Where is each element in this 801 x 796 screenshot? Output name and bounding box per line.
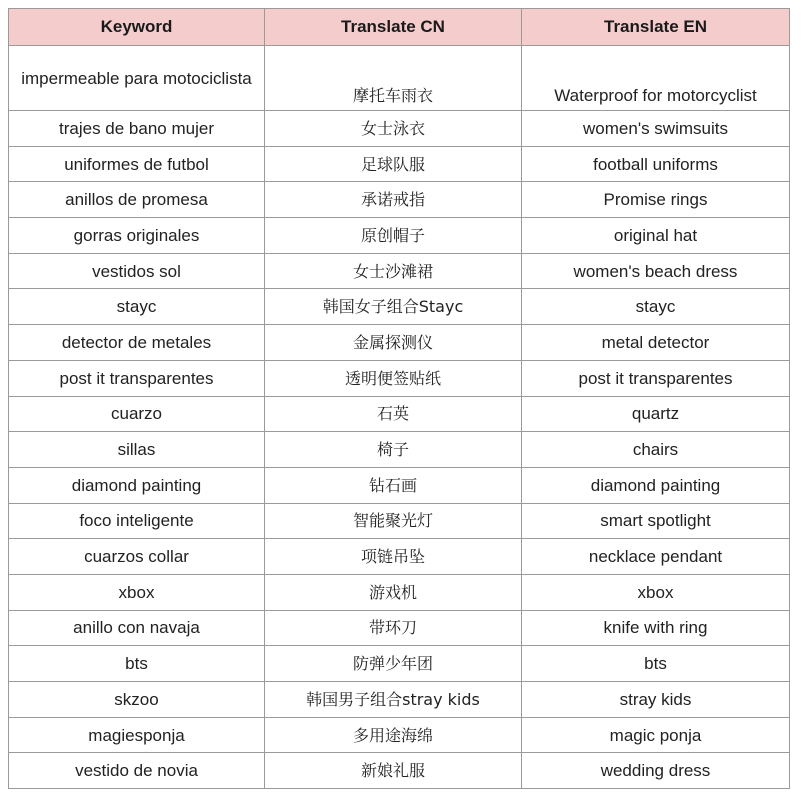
cell-translate-cn[interactable]: 承诺戒指 (265, 182, 522, 218)
cell-keyword[interactable]: cuarzos collar (9, 539, 265, 575)
cell-keyword[interactable]: post it transparentes (9, 360, 265, 396)
cell-translate-cn[interactable]: 女士沙滩裙 (265, 253, 522, 289)
header-translate-en[interactable]: Translate EN (522, 9, 790, 46)
cell-translate-cn[interactable]: 椅子 (265, 432, 522, 468)
cell-translate-cn[interactable]: 摩托车雨衣 (265, 46, 522, 111)
cell-translate-en[interactable]: quartz (522, 396, 790, 432)
cell-translate-cn[interactable]: 游戏机 (265, 574, 522, 610)
cell-translate-cn[interactable]: 智能聚光灯 (265, 503, 522, 539)
cell-translate-cn[interactable]: 石英 (265, 396, 522, 432)
cell-translate-en[interactable]: women's beach dress (522, 253, 790, 289)
table-row (9, 46, 790, 111)
cell-keyword[interactable]: bts (9, 646, 265, 682)
cell-keyword[interactable]: diamond painting (9, 467, 265, 503)
table-row (9, 325, 790, 361)
cell-translate-en[interactable]: bts (522, 646, 790, 682)
cell-translate-en[interactable]: stray kids (522, 682, 790, 718)
header-keyword[interactable]: Keyword (9, 9, 265, 46)
cell-translate-cn[interactable]: 透明便签贴纸 (265, 360, 522, 396)
table-row (9, 682, 790, 718)
cell-translate-en[interactable]: necklace pendant (522, 539, 790, 575)
cell-translate-en[interactable]: magic ponja (522, 717, 790, 753)
cell-translate-cn[interactable]: 原创帽子 (265, 218, 522, 254)
table-row (9, 146, 790, 182)
table-row (9, 539, 790, 575)
cell-translate-cn[interactable]: 新娘礼服 (265, 753, 522, 789)
cell-translate-en[interactable]: xbox (522, 574, 790, 610)
cell-keyword[interactable]: detector de metales (9, 325, 265, 361)
table-body (9, 46, 790, 789)
cell-keyword[interactable]: anillo con navaja (9, 610, 265, 646)
table-row (9, 646, 790, 682)
cell-translate-en[interactable]: stayc (522, 289, 790, 325)
cell-translate-cn[interactable]: 带环刀 (265, 610, 522, 646)
cell-translate-en[interactable]: chairs (522, 432, 790, 468)
table-row (9, 182, 790, 218)
table-row (9, 111, 790, 147)
table-row (9, 610, 790, 646)
table-row (9, 717, 790, 753)
cell-translate-cn[interactable]: 防弹少年团 (265, 646, 522, 682)
cell-translate-cn[interactable]: 韩国女子组合Stayc (265, 289, 522, 325)
cell-translate-en[interactable]: women's swimsuits (522, 111, 790, 147)
cell-keyword[interactable]: anillos de promesa (9, 182, 265, 218)
header-row (9, 9, 790, 46)
table-row (9, 467, 790, 503)
cell-keyword[interactable]: sillas (9, 432, 265, 468)
cell-translate-en[interactable]: wedding dress (522, 753, 790, 789)
cell-keyword[interactable]: xbox (9, 574, 265, 610)
cell-keyword[interactable]: stayc (9, 289, 265, 325)
cell-keyword[interactable]: uniformes de futbol (9, 146, 265, 182)
cell-keyword[interactable]: foco inteligente (9, 503, 265, 539)
table-row (9, 360, 790, 396)
table-row (9, 503, 790, 539)
table-row (9, 753, 790, 789)
table-row (9, 289, 790, 325)
cell-keyword[interactable]: cuarzo (9, 396, 265, 432)
table-row (9, 432, 790, 468)
cell-translate-en[interactable]: football uniforms (522, 146, 790, 182)
cell-translate-en[interactable]: metal detector (522, 325, 790, 361)
cell-translate-en[interactable]: post it transparentes (522, 360, 790, 396)
cell-translate-cn[interactable]: 多用途海绵 (265, 717, 522, 753)
cell-translate-en[interactable]: smart spotlight (522, 503, 790, 539)
cell-keyword[interactable]: vestido de novia (9, 753, 265, 789)
spreadsheet (8, 8, 790, 789)
cell-translate-cn[interactable]: 钻石画 (265, 467, 522, 503)
table-row (9, 218, 790, 254)
cell-keyword[interactable]: trajes de bano mujer (9, 111, 265, 147)
cell-translate-en[interactable]: Promise rings (522, 182, 790, 218)
cell-keyword[interactable]: vestidos sol (9, 253, 265, 289)
table-row (9, 253, 790, 289)
cell-translate-cn[interactable]: 金属探测仪 (265, 325, 522, 361)
keyword-translation-table (8, 8, 790, 789)
table-row (9, 574, 790, 610)
cell-translate-cn[interactable]: 项链吊坠 (265, 539, 522, 575)
cell-translate-en[interactable]: knife with ring (522, 610, 790, 646)
header-translate-cn[interactable]: Translate CN (265, 9, 522, 46)
cell-translate-en[interactable]: diamond painting (522, 467, 790, 503)
cell-keyword[interactable]: gorras originales (9, 218, 265, 254)
cell-translate-cn[interactable]: 韩国男子组合stray kids (265, 682, 522, 718)
table-row (9, 396, 790, 432)
cell-keyword[interactable]: skzoo (9, 682, 265, 718)
cell-keyword[interactable]: impermeable para motociclista (9, 46, 265, 111)
cell-keyword[interactable]: magiesponja (9, 717, 265, 753)
cell-translate-cn[interactable]: 足球队服 (265, 146, 522, 182)
cell-translate-en[interactable]: Waterproof for motorcyclist (522, 46, 790, 111)
cell-translate-en[interactable]: original hat (522, 218, 790, 254)
cell-translate-cn[interactable]: 女士泳衣 (265, 111, 522, 147)
